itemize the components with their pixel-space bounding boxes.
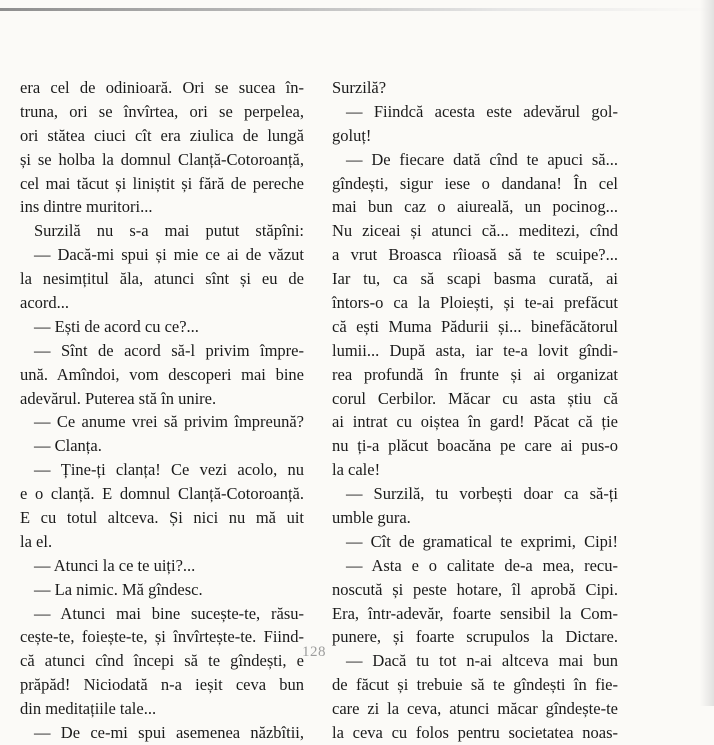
text-line: — De ce-mi spui asemenea năzbîtii, bbox=[34, 723, 304, 743]
book-spine-shadow bbox=[700, 0, 714, 706]
text-line: — Sînt de acord să-l privim împre- bbox=[34, 340, 304, 360]
right-text-column bbox=[332, 76, 618, 745]
text-line: — Atunci mai bine sucește-te, răsu- bbox=[34, 603, 304, 623]
text-line: noscută și peste hotare, îl aprobă Cipi. bbox=[332, 579, 618, 599]
text-line: prăpăd! Niciodată n-a ieșit ceva bun bbox=[20, 675, 304, 695]
text-line: — Asta e o calitate de-a mea, recu- bbox=[346, 555, 618, 575]
text-line: — Ține-ți clanța! Ce vezi acolo, nu bbox=[34, 460, 304, 480]
text-line: — Clanța. bbox=[34, 436, 102, 456]
text-line: cește-te, foiește-te, și învîrtește-te. Fiind- bbox=[20, 627, 304, 647]
text-line: la ceva cu folos pentru societatea noas- bbox=[332, 723, 618, 743]
text-line: ori stătea ciuci cît era ziulica de lungă bbox=[20, 125, 304, 145]
text-line: la cale! bbox=[332, 460, 381, 480]
text-line: de făcut și trebuie să te gîndești în fie- bbox=[332, 675, 618, 695]
text-line: rea profundă în frunte și ai organizat bbox=[332, 364, 618, 384]
text-line: goluț! bbox=[332, 125, 372, 145]
text-line: Iar tu, ca să scapi basma curată, ai bbox=[332, 269, 618, 289]
text-line: cel mai tăcut și liniștit și fără de pereche bbox=[20, 173, 304, 193]
text-line: și se holba la domnul Clanță-Cotoroanță, bbox=[20, 149, 304, 169]
text-line: ins dintre muritori... bbox=[20, 197, 153, 217]
text-line: — Dacă-mi spui și mie ce ai de văzut bbox=[34, 245, 304, 265]
text-line: E cu totul altceva. Și nici nu mă uit bbox=[20, 508, 304, 528]
text-line: — Ești de acord cu ce?... bbox=[34, 316, 199, 336]
text-line: Surzilă nu s-a mai putut stăpîni: bbox=[34, 221, 304, 241]
text-line: — Cît de gramatical te exprimi, Cipi! bbox=[346, 531, 618, 551]
text-line: era cel de odinioară. Ori se sucea în- bbox=[20, 78, 304, 97]
text-line: — Dacă tu tot n-ai altceva mai bun bbox=[346, 651, 618, 671]
text-line: acord... bbox=[20, 293, 70, 313]
text-line: — Surzilă, tu vorbești doar ca să-ți bbox=[346, 484, 618, 504]
left-text-column bbox=[20, 76, 304, 745]
text-line: gîndești, sigur iese o dandana! În cel bbox=[332, 173, 618, 193]
text-line: — Atunci la ce te uiți?... bbox=[34, 555, 196, 575]
text-line: e o clanță. E domnul Clanță-Cotoroanță. bbox=[20, 484, 304, 504]
text-line: Era, într-adevăr, foarte sensibil la Com- bbox=[332, 603, 618, 623]
page-number: 128 bbox=[302, 644, 326, 660]
text-line: nu ți-a plăcut boacăna pe care ai pus-o bbox=[332, 436, 618, 456]
text-line: întors-o ca la Ploiești, și te-ai prefăcut bbox=[332, 293, 618, 313]
text-line: umble gura. bbox=[332, 508, 411, 528]
text-line: Surzilă? bbox=[332, 78, 387, 97]
page-top-rule bbox=[0, 8, 714, 11]
text-line: mai bun caz o aiureală, un pocinog... bbox=[332, 197, 618, 217]
text-line: că atunci cînd începi să te gîndești, e bbox=[20, 651, 304, 671]
text-line: — De fiecare dată cînd te apuci să... bbox=[346, 149, 618, 169]
text-line: corul Cerbilor. Măcar cu asta știu că bbox=[332, 388, 618, 408]
text-line: punere, și foarte scrupulos la Dictare. bbox=[332, 627, 618, 647]
text-line: lumii... După asta, iar te-a lovit gîndi- bbox=[332, 340, 618, 360]
text-line: că ești Muma Pădurii și... binefăcătorul bbox=[332, 316, 618, 336]
text-line: la el. bbox=[20, 531, 53, 551]
text-line: din meditațiile tale... bbox=[20, 699, 157, 719]
text-line: — Ce anume vrei să privim împreună? bbox=[34, 412, 304, 432]
text-line: truna, ori se învîrtea, ori se perpelea, bbox=[20, 101, 304, 121]
text-line: — Fiindcă acesta este adevărul gol- bbox=[346, 101, 618, 121]
text-line: ună. Amîndoi, vom descoperi mai bine bbox=[20, 364, 304, 384]
text-line: Nu ziceai și atunci că... meditezi, cînd bbox=[332, 221, 618, 241]
text-line: a vrut Broasca rîioasă să te scuipe?... bbox=[332, 245, 618, 265]
text-line: adevărul. Puterea stă în unire. bbox=[20, 388, 217, 408]
text-line: ai intrat cu oiștea în gard! Păcat că ție bbox=[332, 412, 618, 432]
text-line: — La nimic. Mă gîndesc. bbox=[34, 579, 203, 599]
text-line: care zi la ceva, atunci măcar gîndește-te bbox=[332, 699, 618, 719]
text-line: la nesimțitul ăla, atunci sînt și eu de bbox=[20, 269, 304, 289]
